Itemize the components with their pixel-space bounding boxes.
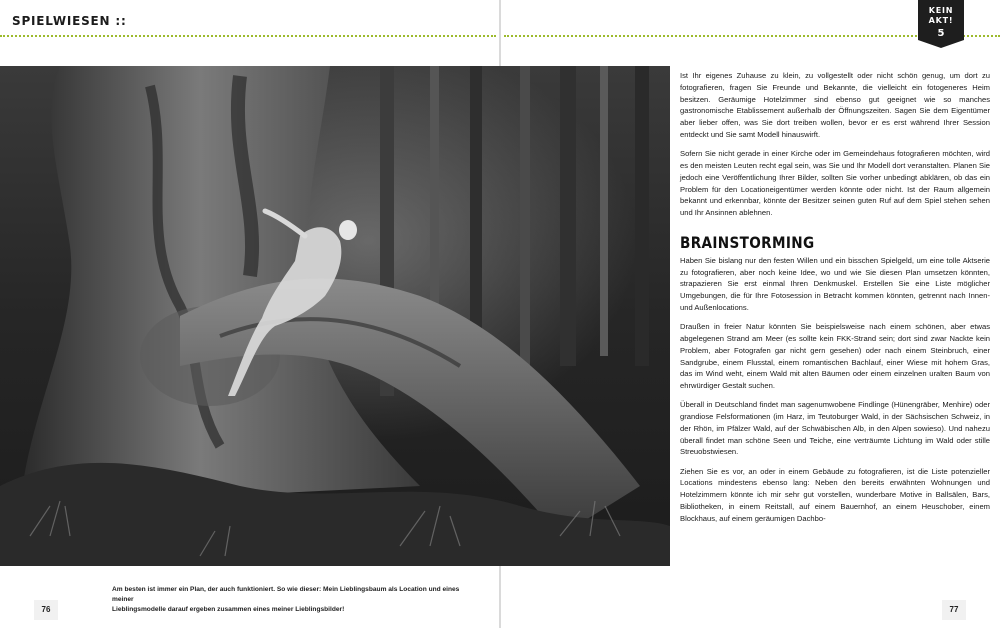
photo-artwork <box>0 66 670 566</box>
paragraph-3: Haben Sie bislang nur den festen Willen und ein bisschen Spielgeld, um eine tolle Aktserie zu fotografieren, aber noch keine Idee, wo und wie Sie diesen Plan umsetzen könnten, strapazieren Sie erst einmal Ihren Denkmuskel. Erstellen Sie eine Liste möglicher Umgebungen, die für Ihre Fotosession in Betracht kommen könnten, getrennt nach Innen- und Außenlocations. <box>680 255 990 312</box>
page-number-left: 76 <box>34 600 58 620</box>
paragraph-1: Ist Ihr eigenes Zuhause zu klein, zu vollgestellt oder nicht schön genug, um dort zu fotografieren, fragen Sie Freunde und Bekannte, die vielleicht ein fotogeneres Heim besitzen. Geräumige Hotelzimmer sind ebenso gut geeignet wie so manches gastronomische Etablissement außerhalb der Öffnungszeiten. Sagen Sie dem Eigentümer aber lieber offen, was Sie dort treiben wollen, bevor er es erst während Ihrer Session entdeckt und Sie samt Modell hinauswirft. <box>680 71 990 139</box>
chapter-tab-label <box>918 6 964 26</box>
dotted-rule-left <box>0 35 496 37</box>
chapter-tab-line1: KEIN <box>928 6 954 15</box>
paragraph-2: Sofern Sie nicht gerade in einer Kirche oder im Gemeindehaus fotografieren möchten, wird es den meisten Leuten recht egal sein, was Sie und Ihr Modell dort veranstalten. Planen Sie jedoch eine Veröffentlichung Ihrer Bilder, sollten Sie vorher unbedingt abklären, ob das ein Problem für den Locationeigentümer werden könnte oder nicht. Ist der Raum allgemein bekannt und erkennbar, könnte der Besitzer seinen guten Ruf auf dem Spiel stehen sehen und Ihr Ansinnen ablehnen. <box>680 149 990 218</box>
heading-brainstorming: BRAINSTORMING <box>680 232 815 252</box>
paragraph-5: Überall in Deutschland findet man sagenumwobene Findlinge (Hünengräber, Menhire) oder grandiose Felsformationen (im Harz, im Teutoburger Wald, in der Sächsischen Schweiz, in der Rhön, im Pfälzer Wald, auf der Schwäbischen Alb, in den Alpen sowieso). Und nahezu überall findet man schöne Seen und Teiche, eine verträumte Lichtung im Wald oder stille Streuobstwiesen. <box>680 400 990 457</box>
photo-caption-line2: Lieblingsmodelle darauf ergeben zusammen eines meiner Lieblingsbilder! <box>112 606 345 613</box>
chapter-tab-line2: AKT! <box>928 16 954 25</box>
paragraph-4: Draußen in freier Natur könnten Sie beispielsweise nach einem schönen, aber etwas abgelegenen Strand am Meer (es sollte kein FKK-Strand sein; dort sind zwar Nackte kein Problem, aber Fotografen gar nicht gern gesehen) oder nach einem Steinbruch, einer Sandgrube, einem Flusstal, einem romantischen Bachlauf, einer Wiese mit hohem Gras, das im Wind weht, einem Wald mit alten Bäumen oder einem einzelnen uralten Baum von ehrwürdiger Gestalt suchen. <box>680 322 990 391</box>
chapter-tab <box>918 0 964 48</box>
photo-caption-line1: Am besten ist immer ein Plan, der auch funktioniert. So wie dieser: Mein Lieblingsbaum als Location und eines meiner <box>112 586 460 603</box>
section-title: SPIELWIESEN :: <box>12 14 127 28</box>
photo-caption <box>112 585 482 615</box>
paragraph-6: Ziehen Sie es vor, an oder in einem Gebäude zu fotografieren, ist die Liste potenzieller Locations mindestens ebenso lang: Neben den bereits erwähnten Wohnungen und Hotelzimmern könnte ich mir sehr gut vorstellen, wunderbare Motive in Ballsälen, Bars, Bibliotheken, in einem Reitstall, auf einem Bauernhof, an einem Heuschober, einem Blockhaus, auf einem geräumigen Dachbo- <box>680 466 990 523</box>
forest-photo <box>0 66 670 566</box>
chapter-tab-number: 5 <box>937 28 945 39</box>
page-number-right: 77 <box>942 600 966 620</box>
body-text-column <box>680 70 990 532</box>
